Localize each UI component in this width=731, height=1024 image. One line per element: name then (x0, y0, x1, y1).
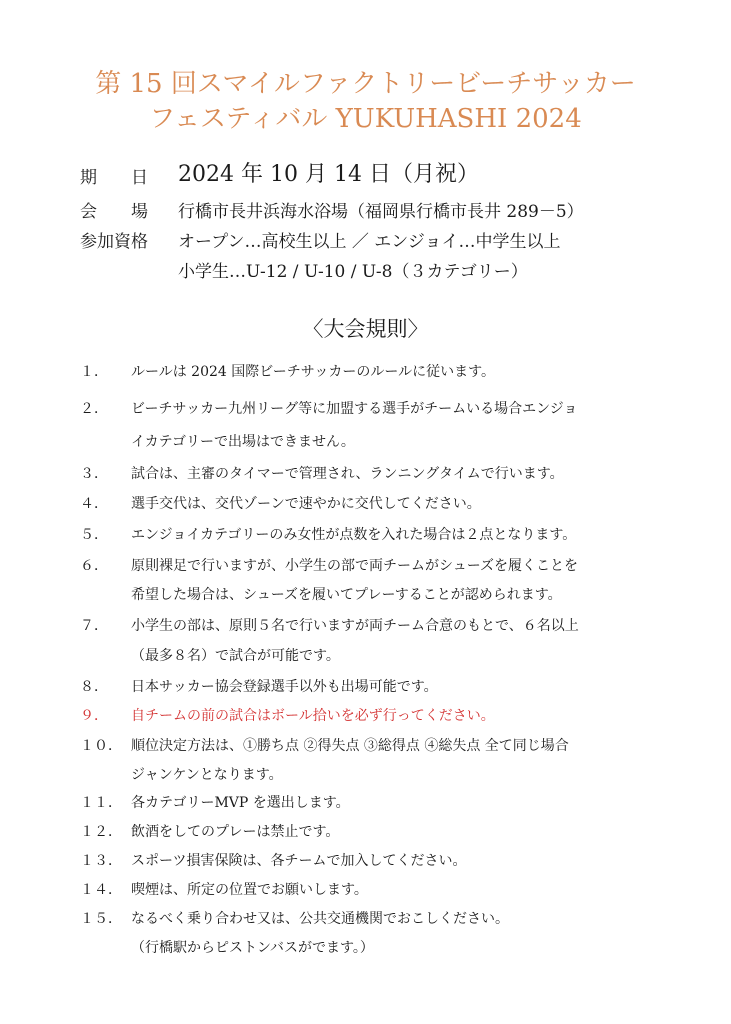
rule-text: 順位決定方法は、①勝ち点 ②得失点 ③総得点 ④総失点 全て同じ場合 (131, 738, 569, 754)
rule-text-continued: （最多８名）で試合が可能です。 (131, 648, 340, 664)
date-value: 2024 年 10 月 14 日（月祝） (178, 162, 479, 187)
rule-text-highlighted: 自チームの前の試合はボール拾いを必ず行ってください。 (131, 708, 495, 724)
rule-text-continued: ジャンケンとなります。 (131, 767, 283, 783)
rule-number: ２． (80, 401, 108, 417)
rule-number: １１． (80, 795, 122, 811)
rule-number: １４． (80, 882, 122, 898)
rule-number: １０． (80, 738, 122, 754)
rule-number: ３． (80, 466, 108, 482)
rule-text: 原則裸足で行いますが、小学生の部で両チームがシューズを履くことを (131, 558, 579, 574)
rule-number: ６． (80, 558, 108, 574)
venue-value: 行橋市長井浜海水浴場（福岡県行橋市長井 289－5） (178, 202, 584, 222)
eligibility-value-2: 小学生…U-12 / U-10 / U-8（３カテゴリー） (178, 262, 528, 282)
eligibility-label: 参加資格 (80, 232, 148, 252)
rule-text: 小学生の部は、原則５名で行いますが両チーム合意のもとで、６名以上 (131, 618, 579, 634)
rule-text: スポーツ損害保険は、各チームで加入してください。 (131, 853, 467, 869)
rule-number: １． (80, 364, 108, 380)
rule-text: 試合は、主審のタイマーで管理され、ランニングタイムで行います。 (131, 466, 564, 482)
rule-text: なるべく乗り合わせ又は、公共交通機関でおこしください。 (131, 911, 509, 927)
title-line-1: 第 15 回スマイルファクトリービーチサッカー (95, 69, 636, 99)
rule-number: ５． (80, 527, 108, 543)
rule-text: エンジョイカテゴリーのみ女性が点数を入れた場合は２点となります。 (131, 527, 577, 543)
rule-text-continued: イカテゴリーで出場はできません。 (131, 434, 355, 450)
rule-number: １２． (80, 824, 122, 840)
rule-number: １５． (80, 911, 122, 927)
rule-text: 日本サッカー協会登録選手以外も出場可能です。 (131, 679, 438, 695)
rule-text: 各カテゴリーMVP を選出します。 (131, 795, 350, 811)
title-line-2: フェスティバル YUKUHASHI 2024 (149, 104, 582, 134)
eligibility-value-1: オープン…高校生以上 ／ エンジョイ…中学生以上 (178, 232, 561, 252)
date-label: 期 日 (80, 168, 148, 188)
rule-number: ８． (80, 679, 108, 695)
rule-text: ビーチサッカー九州リーグ等に加盟する選手がチームいる場合エンジョ (131, 401, 578, 417)
rule-text: 喫煙は、所定の位置でお願いします。 (131, 882, 368, 898)
rule-text-continued: （行橋駅からピストンバスがでます。） (131, 940, 374, 956)
rule-number: ９． (80, 708, 108, 724)
rule-text-continued: 希望した場合は、シューズを履いてプレーすることが認められます。 (131, 587, 562, 603)
rule-number: ７． (80, 618, 108, 634)
rules-heading: 〈大会規則〉 (302, 317, 429, 341)
rule-number: １３． (80, 853, 122, 869)
rule-text: 選手交代は、交代ゾーンで速やかに交代してください。 (131, 496, 481, 512)
rule-number: ４． (80, 496, 108, 512)
rule-text: 飲酒をしてのプレーは禁止です。 (131, 824, 340, 840)
rule-text: ルールは 2024 国際ビーチサッカーのルールに従います。 (131, 364, 496, 380)
venue-label: 会 場 (80, 202, 148, 222)
